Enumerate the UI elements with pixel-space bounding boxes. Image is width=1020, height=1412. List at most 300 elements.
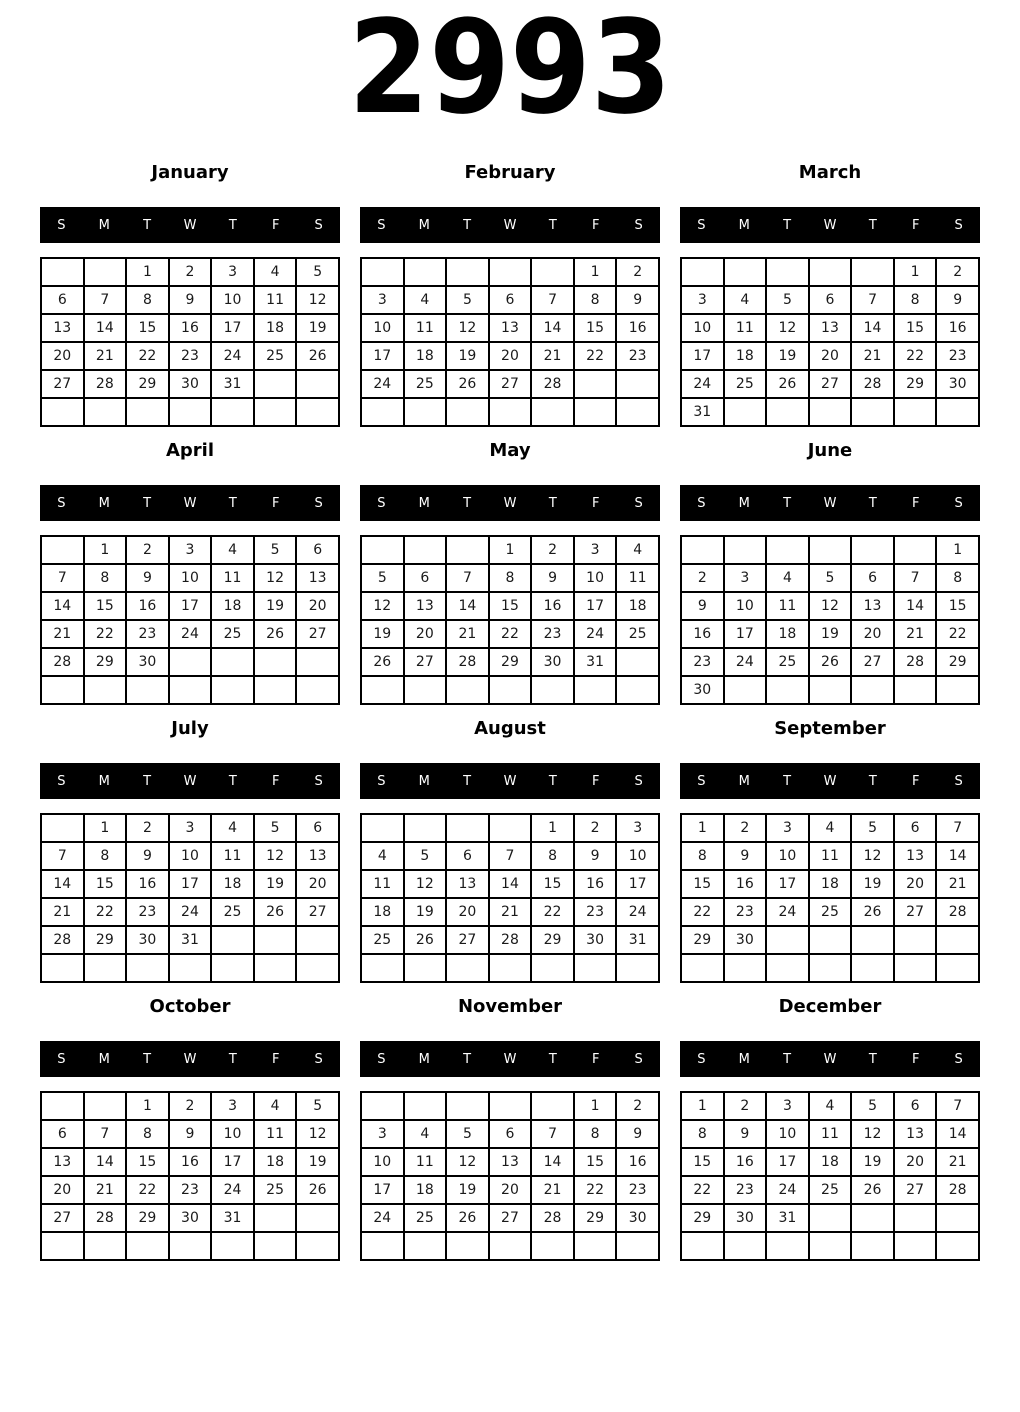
day-cell: 7 xyxy=(41,842,84,870)
day-cell: 20 xyxy=(894,870,937,898)
day-cell: 8 xyxy=(126,286,169,314)
day-cell: 16 xyxy=(936,314,979,342)
empty-cell xyxy=(616,370,659,398)
day-cell: 11 xyxy=(766,592,809,620)
empty-cell xyxy=(489,398,532,426)
day-cell: 17 xyxy=(361,1176,404,1204)
weekday-label: W xyxy=(503,495,517,511)
day-cell: 28 xyxy=(41,648,84,676)
day-cell: 25 xyxy=(766,648,809,676)
day-cell: 9 xyxy=(169,1120,212,1148)
day-cell: 3 xyxy=(361,1120,404,1148)
day-cell: 20 xyxy=(894,1148,937,1176)
month-grid xyxy=(680,535,980,705)
day-cell: 2 xyxy=(126,814,169,842)
day-cell: 28 xyxy=(531,1204,574,1232)
day-cell: 24 xyxy=(361,370,404,398)
weekday-label: M xyxy=(738,495,750,511)
day-cell: 26 xyxy=(296,342,339,370)
empty-cell xyxy=(254,676,297,704)
weekday-label: S xyxy=(954,773,963,789)
day-cell: 7 xyxy=(531,1120,574,1148)
day-cell: 30 xyxy=(681,676,724,704)
day-cell: 15 xyxy=(574,314,617,342)
week-row xyxy=(681,314,979,342)
day-cell: 7 xyxy=(84,1120,127,1148)
day-cell: 16 xyxy=(724,870,767,898)
day-cell: 23 xyxy=(616,342,659,370)
day-cell: 3 xyxy=(766,1092,809,1120)
day-cell: 31 xyxy=(169,926,212,954)
empty-cell xyxy=(446,1092,489,1120)
weekday-label: T xyxy=(228,1051,237,1067)
day-cell: 16 xyxy=(616,1148,659,1176)
empty-cell xyxy=(616,1232,659,1260)
day-cell: 27 xyxy=(404,648,447,676)
week-row xyxy=(681,342,979,370)
day-cell: 2 xyxy=(169,258,212,286)
month-section xyxy=(40,994,340,1261)
week-row xyxy=(681,370,979,398)
empty-cell xyxy=(724,398,767,426)
empty-cell xyxy=(446,676,489,704)
day-cell: 18 xyxy=(211,592,254,620)
empty-cell xyxy=(809,926,852,954)
empty-cell xyxy=(296,398,339,426)
week-row xyxy=(681,898,979,926)
day-cell: 20 xyxy=(809,342,852,370)
day-cell: 14 xyxy=(531,314,574,342)
day-cell: 11 xyxy=(404,314,447,342)
day-cell: 30 xyxy=(126,648,169,676)
week-row xyxy=(41,592,339,620)
day-cell: 18 xyxy=(404,342,447,370)
empty-cell xyxy=(296,1204,339,1232)
day-cell: 19 xyxy=(446,342,489,370)
day-cell: 5 xyxy=(446,286,489,314)
weekday-label: M xyxy=(98,217,110,233)
day-cell: 19 xyxy=(254,870,297,898)
week-row xyxy=(681,954,979,982)
month-section xyxy=(680,994,980,1261)
day-cell: 22 xyxy=(574,342,617,370)
day-cell: 17 xyxy=(724,620,767,648)
day-cell: 9 xyxy=(531,564,574,592)
day-cell: 4 xyxy=(211,814,254,842)
week-row xyxy=(41,564,339,592)
weekday-label: W xyxy=(183,495,197,511)
weekday-label: S xyxy=(57,773,66,789)
day-cell: 3 xyxy=(211,258,254,286)
weekday-label: S xyxy=(377,773,386,789)
empty-cell xyxy=(724,1232,767,1260)
day-cell: 31 xyxy=(681,398,724,426)
weekday-label: T xyxy=(228,773,237,789)
weekday-label: T xyxy=(463,217,472,233)
empty-cell xyxy=(851,1232,894,1260)
empty-cell xyxy=(296,648,339,676)
day-cell: 24 xyxy=(616,898,659,926)
weekday-label: M xyxy=(738,773,750,789)
month-title: June xyxy=(807,440,853,461)
empty-cell xyxy=(361,954,404,982)
day-cell: 9 xyxy=(616,1120,659,1148)
empty-cell xyxy=(84,676,127,704)
day-cell: 24 xyxy=(724,648,767,676)
empty-cell xyxy=(531,676,574,704)
empty-cell xyxy=(616,954,659,982)
day-cell: 6 xyxy=(296,536,339,564)
week-row xyxy=(41,926,339,954)
day-cell: 7 xyxy=(894,564,937,592)
day-cell: 8 xyxy=(574,286,617,314)
week-row xyxy=(681,1120,979,1148)
day-cell: 5 xyxy=(446,1120,489,1148)
day-cell: 28 xyxy=(84,370,127,398)
weekday-label: T xyxy=(868,773,877,789)
day-cell: 13 xyxy=(41,314,84,342)
week-row xyxy=(41,1120,339,1148)
empty-cell xyxy=(894,1204,937,1232)
empty-cell xyxy=(446,954,489,982)
empty-cell xyxy=(851,1204,894,1232)
empty-cell xyxy=(404,676,447,704)
day-cell: 6 xyxy=(489,1120,532,1148)
month-title: March xyxy=(798,162,862,183)
day-cell: 10 xyxy=(169,842,212,870)
month-title: February xyxy=(464,162,556,183)
weekday-label: T xyxy=(228,217,237,233)
weekday-header xyxy=(680,207,980,243)
month-grid-body xyxy=(41,1092,339,1260)
month-grid xyxy=(40,813,340,983)
day-cell: 22 xyxy=(84,898,127,926)
day-cell: 24 xyxy=(169,620,212,648)
day-cell: 25 xyxy=(361,926,404,954)
day-cell: 27 xyxy=(41,370,84,398)
day-cell: 9 xyxy=(724,1120,767,1148)
month-grid xyxy=(40,535,340,705)
day-cell: 27 xyxy=(296,620,339,648)
week-row xyxy=(361,926,659,954)
empty-cell xyxy=(531,1092,574,1120)
week-row xyxy=(41,1176,339,1204)
week-row xyxy=(681,842,979,870)
day-cell: 22 xyxy=(894,342,937,370)
day-cell: 12 xyxy=(809,592,852,620)
day-cell: 8 xyxy=(126,1120,169,1148)
week-row xyxy=(41,258,339,286)
empty-cell xyxy=(489,1232,532,1260)
day-cell: 8 xyxy=(84,564,127,592)
day-cell: 1 xyxy=(126,1092,169,1120)
day-cell: 13 xyxy=(446,870,489,898)
day-cell: 30 xyxy=(531,648,574,676)
day-cell: 22 xyxy=(574,1176,617,1204)
day-cell: 12 xyxy=(446,314,489,342)
day-cell: 26 xyxy=(851,1176,894,1204)
day-cell: 27 xyxy=(489,1204,532,1232)
month-section xyxy=(40,160,340,427)
day-cell: 9 xyxy=(126,842,169,870)
empty-cell xyxy=(809,676,852,704)
week-row xyxy=(681,564,979,592)
day-cell: 11 xyxy=(724,314,767,342)
weekday-label: S xyxy=(634,773,643,789)
empty-cell xyxy=(681,536,724,564)
day-cell: 17 xyxy=(211,314,254,342)
day-cell: 22 xyxy=(531,898,574,926)
weekday-label: S xyxy=(377,495,386,511)
month-grid-body xyxy=(361,536,659,704)
day-cell: 16 xyxy=(681,620,724,648)
day-cell: 25 xyxy=(809,1176,852,1204)
weekday-label: W xyxy=(823,773,837,789)
day-cell: 4 xyxy=(361,842,404,870)
week-row xyxy=(361,1204,659,1232)
day-cell: 11 xyxy=(361,870,404,898)
day-cell: 12 xyxy=(851,1120,894,1148)
empty-cell xyxy=(361,1092,404,1120)
empty-cell xyxy=(446,1232,489,1260)
week-row xyxy=(361,1148,659,1176)
weekday-label: W xyxy=(503,773,517,789)
weekday-header xyxy=(360,1041,660,1077)
weekday-label: F xyxy=(591,495,600,511)
day-cell: 24 xyxy=(211,342,254,370)
month-grid-body xyxy=(41,536,339,704)
week-row xyxy=(681,1148,979,1176)
empty-cell xyxy=(936,926,979,954)
weekday-label: M xyxy=(738,217,750,233)
day-cell: 19 xyxy=(361,620,404,648)
empty-cell xyxy=(254,370,297,398)
day-cell: 24 xyxy=(361,1204,404,1232)
empty-cell xyxy=(894,926,937,954)
weekday-header xyxy=(360,207,660,243)
weekday-label: F xyxy=(591,217,600,233)
day-cell: 25 xyxy=(404,1204,447,1232)
day-cell: 10 xyxy=(211,1120,254,1148)
week-row xyxy=(361,842,659,870)
day-cell: 7 xyxy=(489,842,532,870)
day-cell: 10 xyxy=(574,564,617,592)
day-cell: 9 xyxy=(616,286,659,314)
week-row xyxy=(361,1232,659,1260)
weekday-label: T xyxy=(143,773,152,789)
empty-cell xyxy=(446,398,489,426)
weekday-header xyxy=(680,1041,980,1077)
month-grid-body xyxy=(681,1092,979,1260)
day-cell: 5 xyxy=(361,564,404,592)
day-cell: 29 xyxy=(681,926,724,954)
month-title: September xyxy=(774,718,886,739)
day-cell: 23 xyxy=(936,342,979,370)
weekday-header xyxy=(680,485,980,521)
weekday-label: T xyxy=(548,773,557,789)
empty-cell xyxy=(296,1232,339,1260)
day-cell: 15 xyxy=(681,1148,724,1176)
empty-cell xyxy=(254,1204,297,1232)
day-cell: 11 xyxy=(254,1120,297,1148)
week-row xyxy=(361,564,659,592)
day-cell: 17 xyxy=(361,342,404,370)
empty-cell xyxy=(254,1232,297,1260)
day-cell: 2 xyxy=(936,258,979,286)
weekday-header xyxy=(680,763,980,799)
empty-cell xyxy=(489,1092,532,1120)
day-cell: 17 xyxy=(169,870,212,898)
empty-cell xyxy=(489,258,532,286)
empty-cell xyxy=(361,536,404,564)
day-cell: 4 xyxy=(404,1120,447,1148)
weekday-label: S xyxy=(634,1051,643,1067)
day-cell: 28 xyxy=(489,926,532,954)
day-cell: 14 xyxy=(446,592,489,620)
empty-cell xyxy=(84,1092,127,1120)
day-cell: 10 xyxy=(766,842,809,870)
weekday-label: T xyxy=(868,217,877,233)
day-cell: 25 xyxy=(211,620,254,648)
month-grid xyxy=(680,1091,980,1261)
week-row xyxy=(41,648,339,676)
day-cell: 1 xyxy=(126,258,169,286)
day-cell: 20 xyxy=(41,342,84,370)
week-row xyxy=(681,1204,979,1232)
empty-cell xyxy=(766,1232,809,1260)
day-cell: 29 xyxy=(84,926,127,954)
day-cell: 15 xyxy=(681,870,724,898)
weekday-label: S xyxy=(377,217,386,233)
empty-cell xyxy=(126,1232,169,1260)
day-cell: 15 xyxy=(531,870,574,898)
empty-cell xyxy=(41,258,84,286)
month-grid xyxy=(40,257,340,427)
day-cell: 31 xyxy=(211,370,254,398)
empty-cell xyxy=(404,1092,447,1120)
year-title: 2993 xyxy=(348,0,672,143)
day-cell: 2 xyxy=(616,258,659,286)
weekday-label: M xyxy=(738,1051,750,1067)
weekday-header xyxy=(40,207,340,243)
day-cell: 17 xyxy=(766,870,809,898)
day-cell: 17 xyxy=(766,1148,809,1176)
empty-cell xyxy=(766,926,809,954)
day-cell: 15 xyxy=(126,1148,169,1176)
month-section xyxy=(40,716,340,983)
day-cell: 7 xyxy=(84,286,127,314)
day-cell: 21 xyxy=(531,1176,574,1204)
day-cell: 14 xyxy=(41,870,84,898)
empty-cell xyxy=(809,258,852,286)
week-row xyxy=(41,620,339,648)
day-cell: 27 xyxy=(446,926,489,954)
empty-cell xyxy=(361,1232,404,1260)
month-section xyxy=(360,438,660,705)
day-cell: 11 xyxy=(809,1120,852,1148)
weekday-label: S xyxy=(314,773,323,789)
day-cell: 1 xyxy=(936,536,979,564)
week-row xyxy=(41,842,339,870)
day-cell: 30 xyxy=(169,1204,212,1232)
day-cell: 30 xyxy=(724,1204,767,1232)
weekday-label: W xyxy=(503,217,517,233)
day-cell: 6 xyxy=(894,1092,937,1120)
day-cell: 15 xyxy=(84,870,127,898)
day-cell: 3 xyxy=(169,536,212,564)
empty-cell xyxy=(126,954,169,982)
day-cell: 21 xyxy=(936,870,979,898)
day-cell: 24 xyxy=(681,370,724,398)
empty-cell xyxy=(936,1204,979,1232)
empty-cell xyxy=(574,1232,617,1260)
weekday-label: M xyxy=(418,495,430,511)
day-cell: 24 xyxy=(169,898,212,926)
day-cell: 27 xyxy=(809,370,852,398)
weekday-header xyxy=(360,485,660,521)
weekday-label: S xyxy=(697,217,706,233)
day-cell: 11 xyxy=(404,1148,447,1176)
day-cell: 5 xyxy=(296,1092,339,1120)
day-cell: 14 xyxy=(936,1120,979,1148)
weekday-label: T xyxy=(868,495,877,511)
empty-cell xyxy=(724,258,767,286)
day-cell: 7 xyxy=(446,564,489,592)
day-cell: 2 xyxy=(681,564,724,592)
month-grid xyxy=(360,257,660,427)
month-grid xyxy=(360,813,660,983)
day-cell: 27 xyxy=(296,898,339,926)
day-cell: 17 xyxy=(211,1148,254,1176)
week-row xyxy=(361,370,659,398)
day-cell: 7 xyxy=(936,814,979,842)
day-cell: 26 xyxy=(851,898,894,926)
weekday-label: T xyxy=(868,1051,877,1067)
day-cell: 23 xyxy=(169,1176,212,1204)
week-row xyxy=(681,1232,979,1260)
week-row xyxy=(41,898,339,926)
day-cell: 21 xyxy=(41,898,84,926)
empty-cell xyxy=(404,954,447,982)
day-cell: 23 xyxy=(681,648,724,676)
empty-cell xyxy=(169,954,212,982)
day-cell: 25 xyxy=(809,898,852,926)
day-cell: 11 xyxy=(254,286,297,314)
day-cell: 16 xyxy=(126,870,169,898)
day-cell: 19 xyxy=(254,592,297,620)
day-cell: 2 xyxy=(724,1092,767,1120)
day-cell: 14 xyxy=(531,1148,574,1176)
day-cell: 3 xyxy=(724,564,767,592)
day-cell: 3 xyxy=(766,814,809,842)
day-cell: 18 xyxy=(211,870,254,898)
day-cell: 1 xyxy=(531,814,574,842)
day-cell: 31 xyxy=(616,926,659,954)
month-grid-body xyxy=(681,814,979,982)
weekday-label: T xyxy=(228,495,237,511)
empty-cell xyxy=(41,1092,84,1120)
weekday-label: W xyxy=(823,495,837,511)
empty-cell xyxy=(766,954,809,982)
month-grid-body xyxy=(361,1092,659,1260)
day-cell: 13 xyxy=(404,592,447,620)
week-row xyxy=(681,648,979,676)
day-cell: 13 xyxy=(894,842,937,870)
day-cell: 6 xyxy=(446,842,489,870)
weekday-label: T xyxy=(548,217,557,233)
day-cell: 27 xyxy=(489,370,532,398)
week-row xyxy=(41,870,339,898)
